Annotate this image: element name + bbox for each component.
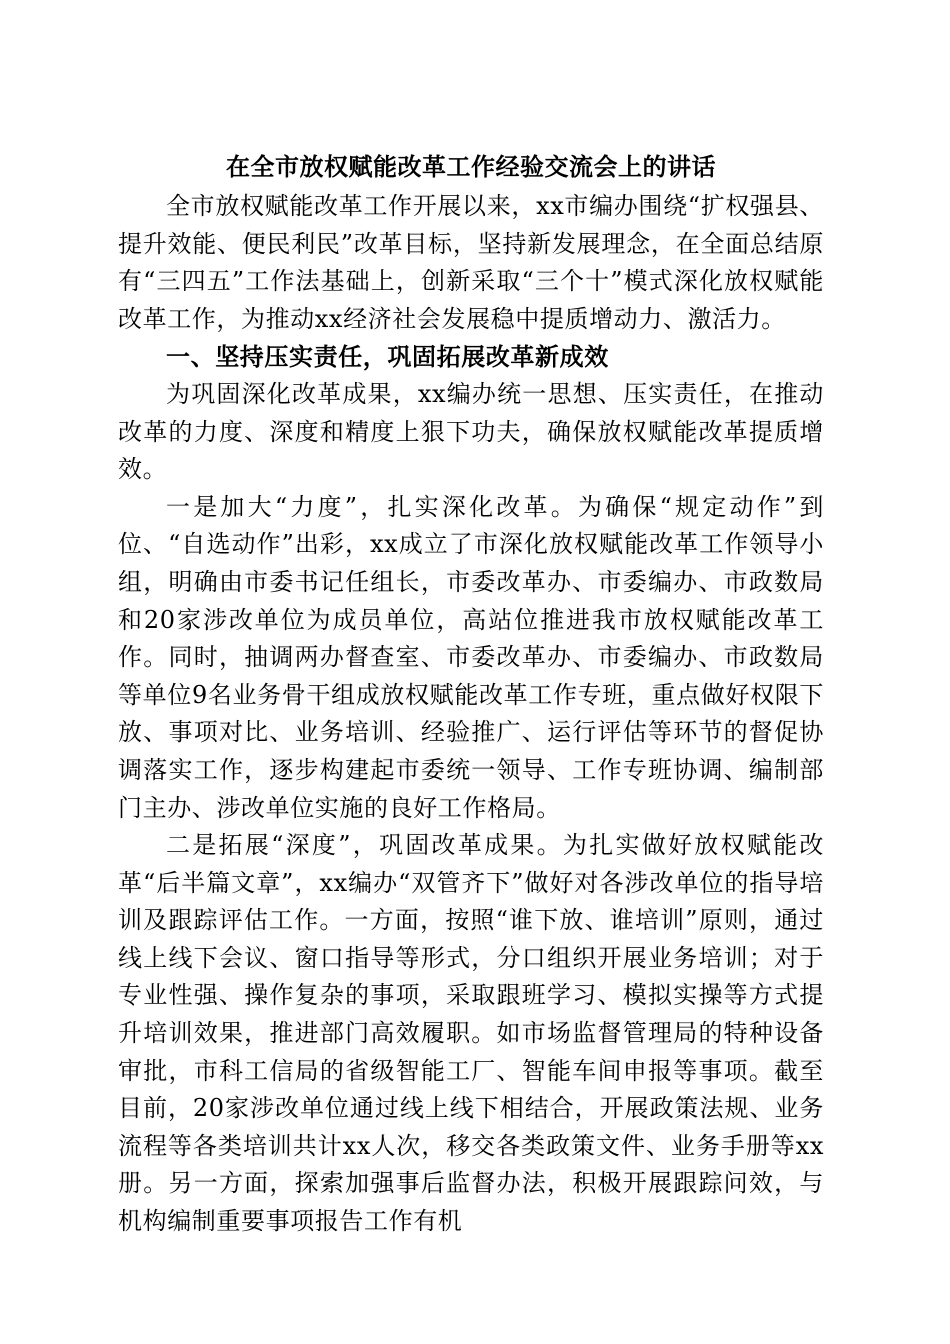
point-one-paragraph: 一是加大“力度”，扎实深化改革。为确保“规定动作”到位、“自选动作”出彩，xx成立了市深化放权赋能改革工作领导小组，明确由市委书记任组长，市委改革办、市委编办、市政数局和20家涉改单位为成员单位，高站位推进我市放权赋能改革工作。同时，抽调两办督查室、市委改革办、市委编办、市政数局等单位9名业务骨干组成放权赋能改革工作专班，重点做好权限下放、事项对比、业务培训、经验推广、运行评估等环节的督促协调落实工作，逐步构建起市委统一领导、工作专班协调、编制部门主办、涉改单位实施的良好工作格局。 [118, 492, 824, 822]
point-two-paragraph: 二是拓展“深度”，巩固改革成果。为扎实做好放权赋能改革“后半篇文章”，xx编办“双管齐下”做好对各涉改单位的指导培训及跟踪评估工作。一方面，按照“谁下放、谁培训”原则，通过线上线下会议、窗口指导等形式，分口组织开展业务培训；对于专业性强、操作复杂的事项，采取跟班学习、模拟实操等方式提升培训效果，推进部门高效履职。如市场监督管理局的特种设备审批，市科工信局的省级智能工厂、智能车间申报等事项。截至目前，20家涉改单位通过线上线下相结合，开展政策法规、业务流程等各类培训共计xx人次，移交各类政策文件、业务手册等xx册。另一方面，探索加强事后监督办法，积极开展跟踪问效，与机构编制重要事项报告工作有机 [118, 831, 824, 1236]
document-title: 在全市放权赋能改革工作经验交流会上的讲话 [226, 152, 716, 181]
section-intro-paragraph: 为巩固深化改革成果，xx编办统一思想、压实责任，在推动改革的力度、深度和精度上狠下功夫，确保放权赋能改革提质增效。 [118, 379, 824, 484]
document-body [118, 146, 824, 1241]
intro-paragraph: 全市放权赋能改革工作开展以来，xx市编办围绕“扩权强县、提升效能、便民利民”改革目标，坚持新发展理念，在全面总结原有“三四五”工作法基础上，创新采取“三个十”模式深化放权赋能改革工作，为推动xx经济社会发展稳中提质增动力、激活力。 [118, 192, 824, 333]
section-heading: 一、坚持压实责任，巩固拓展改革新成效 [166, 342, 609, 372]
